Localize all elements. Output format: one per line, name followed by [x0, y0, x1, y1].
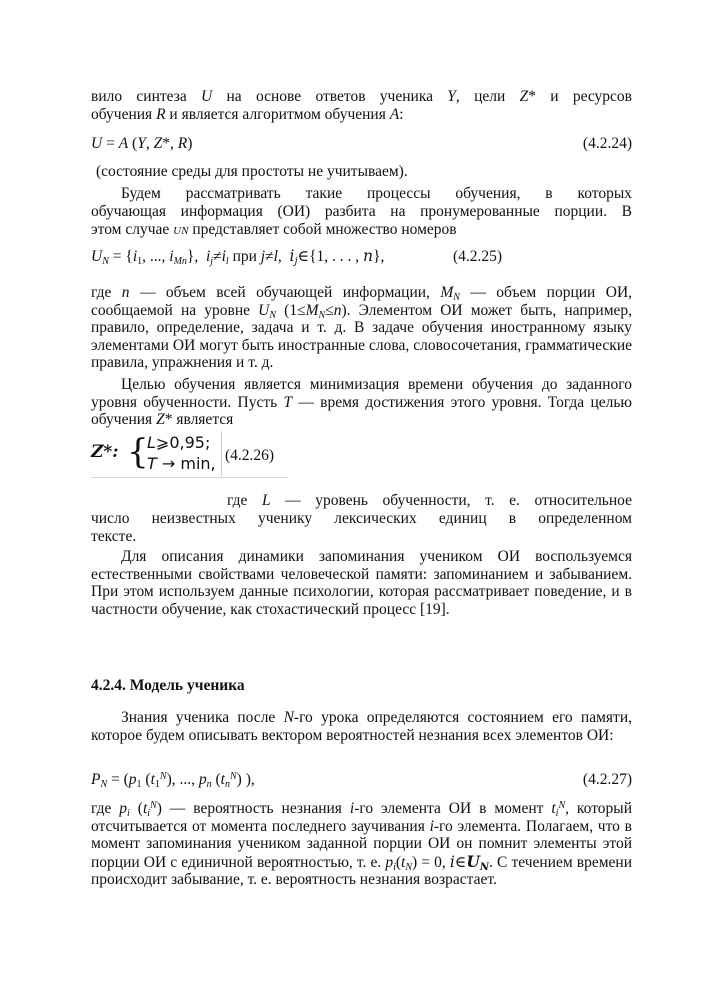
- equation-4-2-25: $U_N = \{i_1$, ..., $i_{Mn}$}, $i_j\ne i_l$ при j≠l, $i_j\in\{1$, . . . , n}, (4.2.25): [91, 247, 503, 267]
- paragraph-1-line-1: вило синтеза U на основе ответов ученика Y, цели Z* и ресурсов: [91, 88, 632, 105]
- condition-time: T → min,: [147, 454, 216, 473]
- equation-number: (4.2.26): [225, 447, 275, 464]
- paragraph-6-line-3: тексте.: [91, 528, 137, 545]
- equation-number: (4.2.24): [582, 135, 632, 152]
- paragraph-7: Для описания динамики запоминания учеником ОИ воспользуемся естественными свойствами человеческой памяти: запоминанием и забыванием. При этом используем данные психологии, которая рассматривает поведение, и в частности обучение, как стохастический процесс [19].: [91, 548, 632, 618]
- equation-number: (4.2.25): [453, 248, 503, 265]
- paragraph-3-line-2: обучающая информация (ОИ) разбита на пронумерованные порции. В: [91, 203, 632, 220]
- paragraph-6-line-2: число неизвестных ученику лексических единиц в определенном: [91, 510, 632, 527]
- paragraph-8: Знания ученика после N-го урока определяются состоянием его памяти, которое будем описывать вектором вероятностей незнания всех элементов ОИ:: [91, 709, 632, 744]
- equation-4-2-24: U = A (Y, Z*, R) (4.2.24): [91, 135, 632, 152]
- paragraph-1-line-2: обучения R и является алгоритмом обучения A:: [91, 106, 404, 123]
- paragraph-2: (состояние среды для простоты не учитываем).: [96, 163, 408, 180]
- equation-number: (4.2.27): [582, 771, 632, 788]
- paragraph-9: где $p_i$ $(t_i^N)$ — вероятность незнания i-го элемента ОИ в момент $t_i^N$, который отсчитывается от момента последнего заучивания i-го элемента. Полагаем, что в момент запоминания учеником заданной порции ОИ он помнит элементы этой порции ОИ с единичной вероятностью, т. е. $p_i(t_N) = 0$, $i\in U_N$. С течением времени происходит забывание, т. е. вероятность незнания возрастает.: [91, 800, 632, 888]
- paragraph-4: где n — объем всей обучающей информации, $M_N$ — объем порции ОИ, сообщаемой на уровне $U_N$ $(1\le M_N\le n)$. Элементом ОИ может быть, например, правило, определение, задача и т. д. В задаче обучения иностранному языку элементами ОИ могут быть иностранные слова, словосочетания, грамматические правила, упражнения и т. д.: [91, 284, 633, 371]
- paragraph-3-line-3: этом случае UN представляет собой множество номеров: [91, 221, 457, 238]
- condition-level: L⩾0,95;: [147, 433, 211, 452]
- section-heading: 4.2.4. Модель ученика: [91, 677, 245, 694]
- equation-4-2-26: [91, 431, 288, 478]
- paragraph-5: Целью обучения является минимизация времени обучения до заданного уровня обученности. Пусть T — время достижения этого уровня. Тогда целью обучения Z* является: [91, 376, 633, 428]
- equation-system-image: [91, 431, 222, 477]
- equation-4-2-27: $P_N = (p_1$ $(t_1^N)$, ..., $p_n$ $(t_n^N)$ ), (4.2.27): [91, 771, 632, 790]
- paragraph-6-line-1: где L — уровень обученности, т. е. относительное: [227, 492, 632, 509]
- z-star-symbol: Z*:: [91, 442, 119, 462]
- paragraph-3-line-1: Будем рассматривать такие процессы обучения, в которых: [121, 185, 632, 202]
- left-brace: {: [127, 432, 149, 472]
